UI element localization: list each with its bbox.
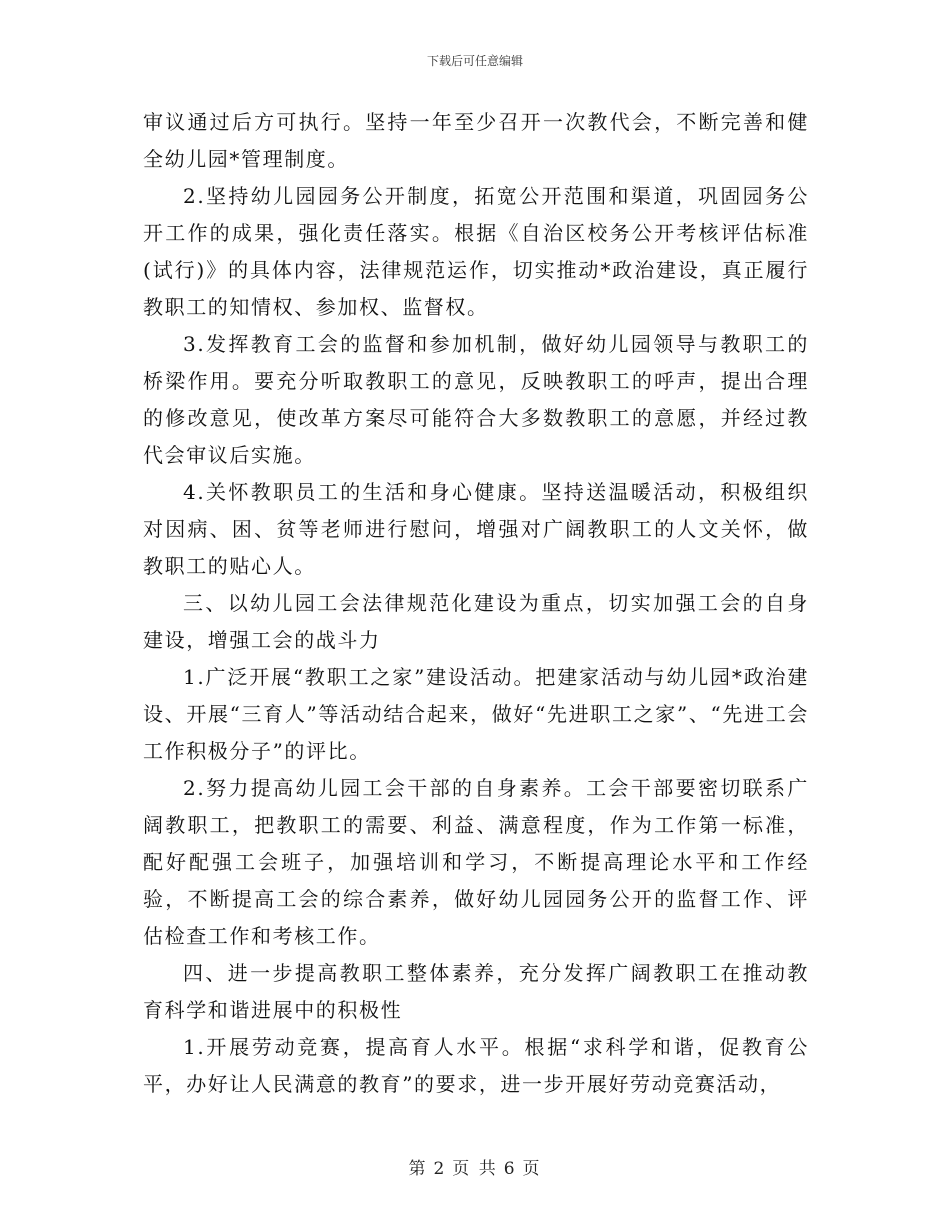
footer-middle: 页 共 [452,1159,498,1179]
document-body [143,104,809,1103]
paragraph-continuation: 审议通过后方可执行。坚持一年至少召开一次教代会，不断完善和健全幼儿园*管理制度。 [143,110,809,171]
footer-prefix: 第 [408,1159,428,1179]
footer-page-number: 2 [433,1159,447,1179]
paragraph-item-1: 1.开展劳动竞赛，提高育人水平。根据“求科学和谐，促教育公平，办好让人民满意的教育”的要求，进一步开展好劳动竞赛活动， [143,1035,809,1096]
footer-total-pages: 6 [503,1159,517,1179]
footer-suffix: 页 [522,1159,542,1179]
section-heading-3: 三、以幼儿园工会法律规范化建设为重点，切实加强工会的自身建设，增强工会的战斗力 [143,591,809,652]
paragraph-item-1: 1.广泛开展“教职工之家”建设活动。把建家活动与幼儿园*政治建设、开展“三育人”等活动结合起来，做好“先进职工之家”、“先进工会工作积极分子”的评比。 [143,665,809,763]
paragraph-item-2: 2.坚持幼儿园园务公开制度，拓宽公开范围和渠道，巩固园务公开工作的成果，强化责任落实。根据《自治区校务公开考核评估标准(试行)》的具体内容，法律规范运作，切实推动*政治建设，真正履行教职工的知情权、参加权、监督权。 [143,184,809,319]
section-heading-4: 四、进一步提高教职工整体素养，充分发挥广阔教职工在推动教育科学和谐进展中的积极性 [143,961,809,1022]
paragraph-item-4: 4.关怀教职员工的生活和身心健康。坚持送温暖活动，积极组织对因病、困、贫等老师进行慰问，增强对广阔教职工的人文关怀，做教职工的贴心人。 [143,480,809,578]
page-footer [0,1154,950,1179]
paragraph-item-2: 2.努力提高幼儿园工会干部的自身素养。工会干部要密切联系广阔教职工，把教职工的需要、利益、满意程度，作为工作第一标准，配好配强工会班子，加强培训和学习，不断提高理论水平和工作经验，不断提高工会的综合素养，做好幼儿园园务公开的监督工作、评估检查工作和考核工作。 [143,776,809,948]
page-header: 下载后可任意编辑 [426,54,523,68]
paragraph-item-3: 3.发挥教育工会的监督和参加机制，做好幼儿园领导与教职工的桥梁作用。要充分听取教职工的意见，反映教职工的呼声，提出合理的修改意见，使改革方案尽可能符合大多数教职工的意愿，并经过教代会审议后实施。 [143,332,809,467]
